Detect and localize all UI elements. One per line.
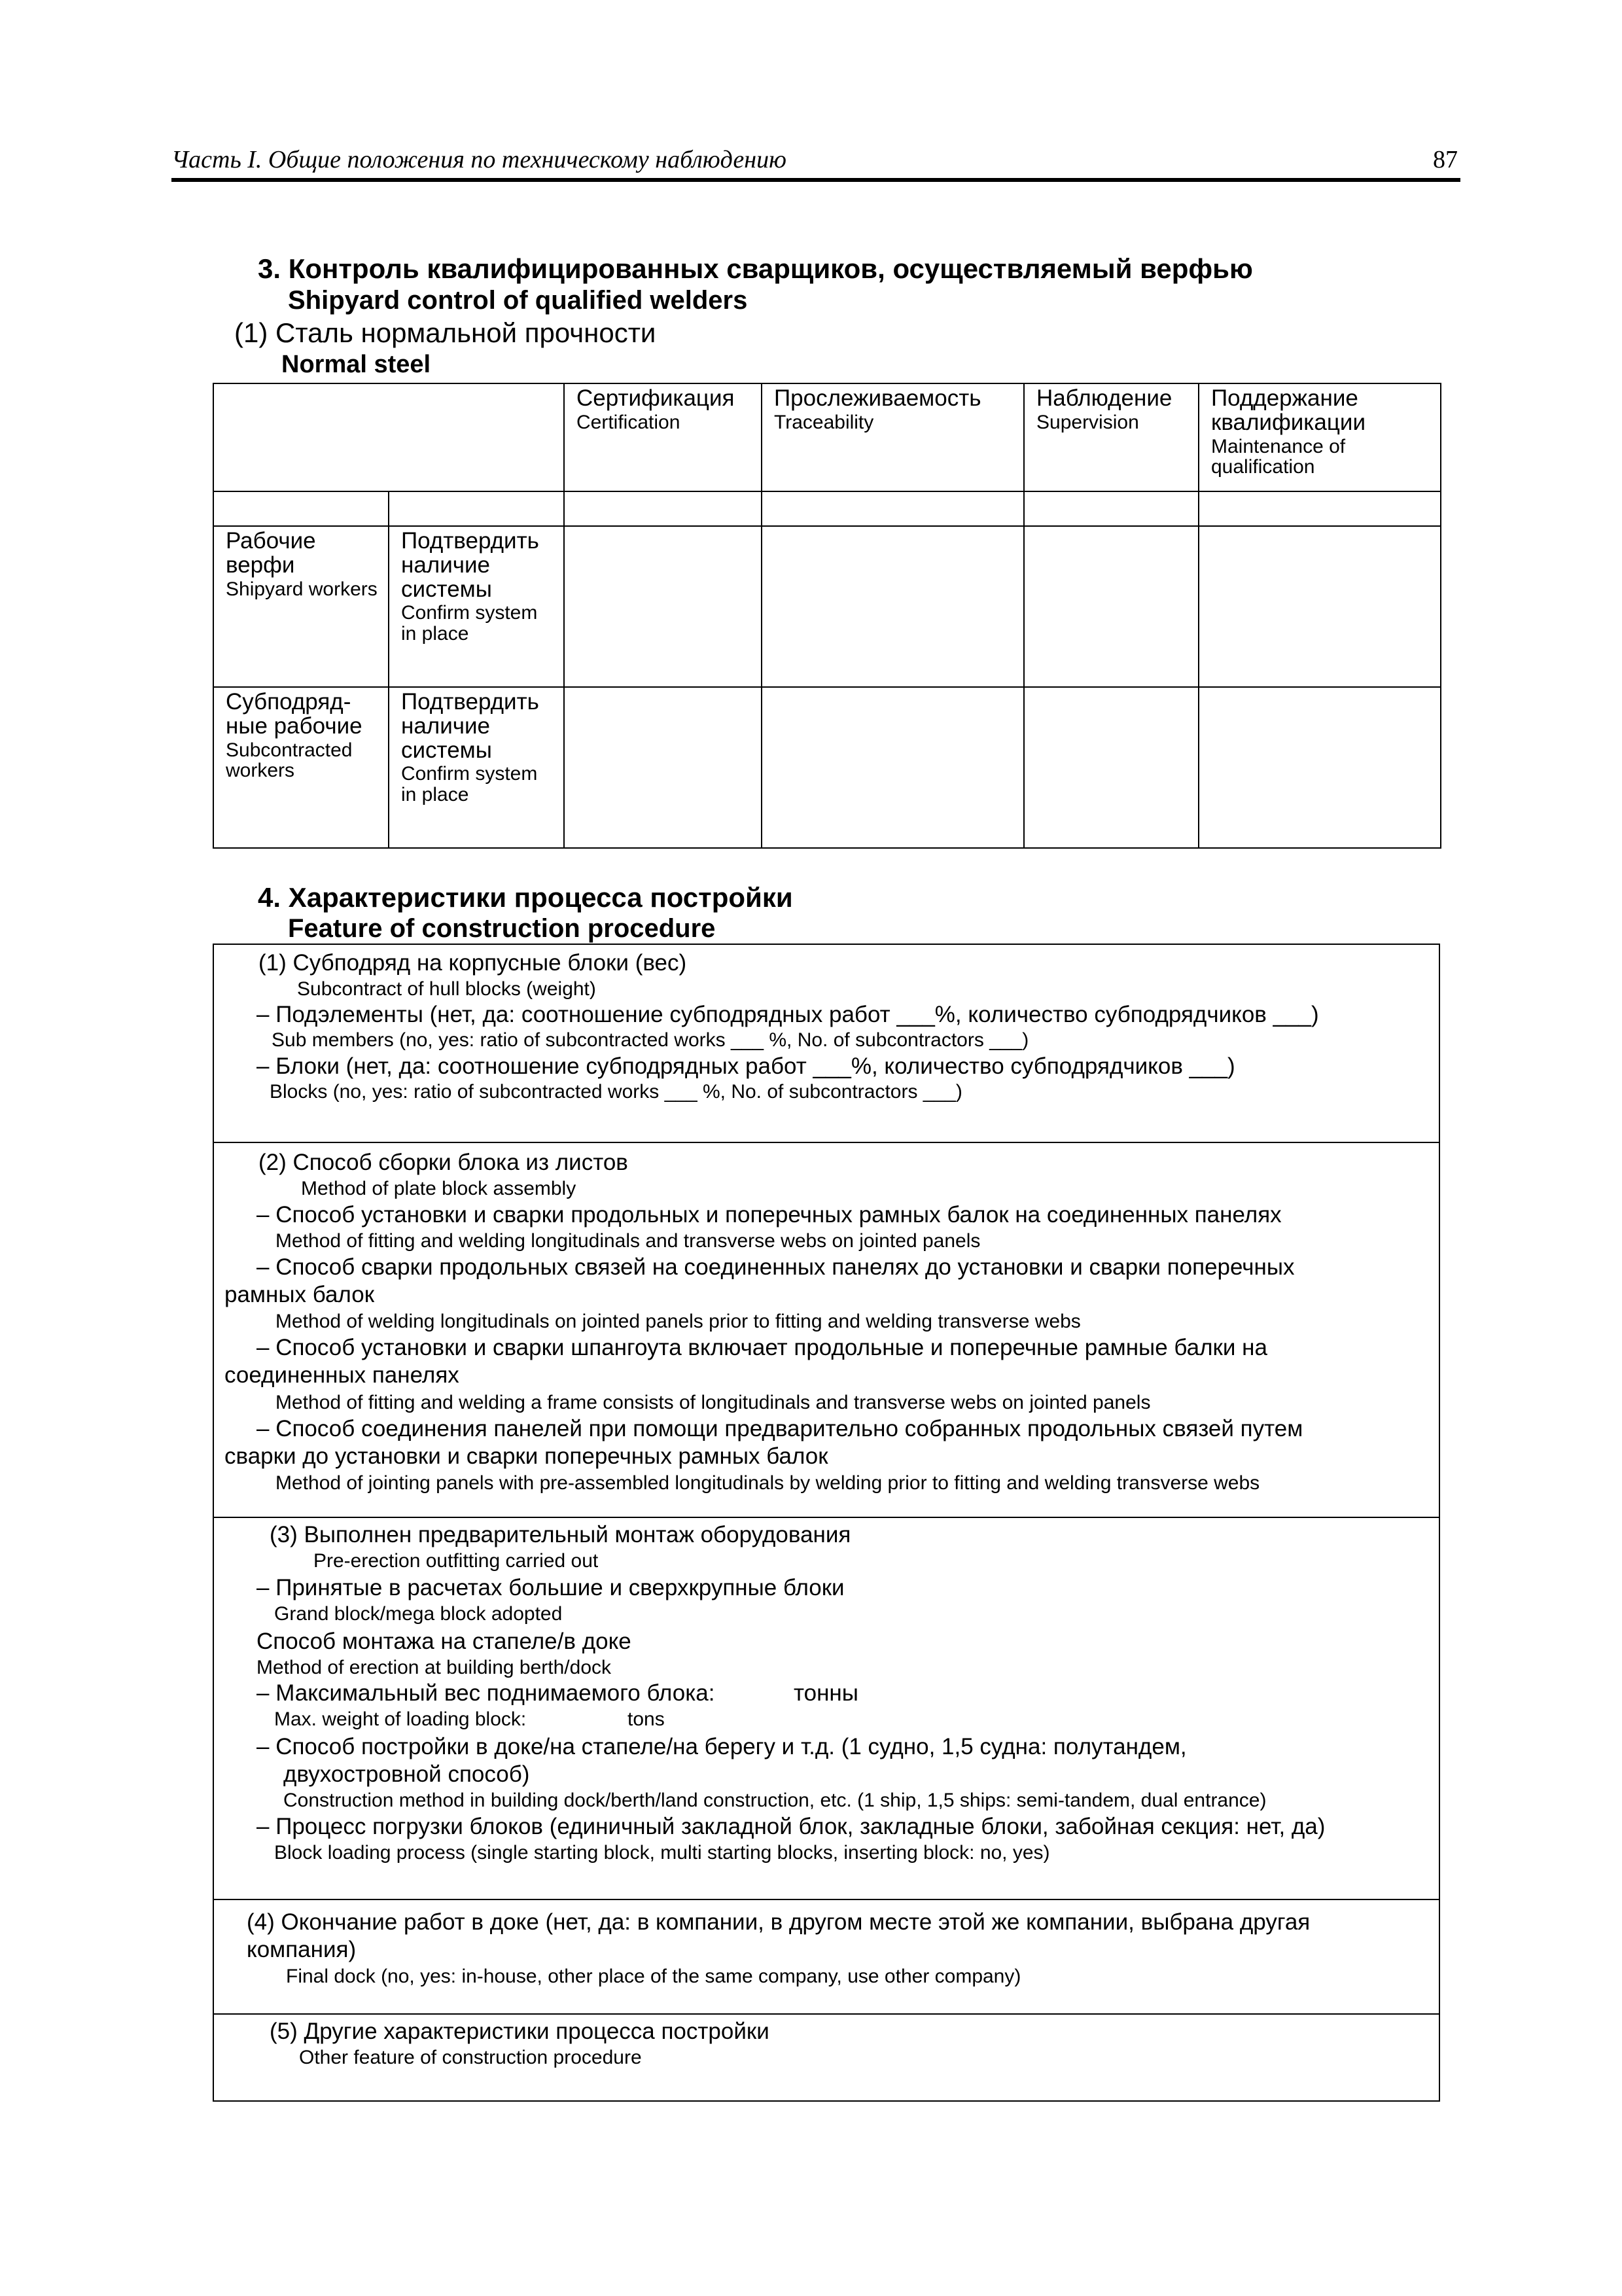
table-row (213, 526, 1441, 687)
section3-subtitle-ru: (1) Сталь нормальной прочности (234, 317, 656, 348)
s3-line: Method of erection at building berth/dock (256, 1657, 612, 1678)
group-cell: Субподряд-ные рабочие Subcontracted workers (213, 687, 389, 848)
s2-line: Method of welding longitudinals on jointed panels prior to fitting and welding transverse webs (275, 1311, 1081, 1332)
s4-line: (4) Окончание работ в доке (нет, да: в компании, в другом месте этой же компании, выбрана другая (247, 1909, 1311, 1935)
s2-line: сварки до установки и сварки поперечных рамных балок (224, 1443, 828, 1469)
s1-line: – Подэлементы (нет, да: соотношение субподрядных работ ___%, количество субподрядчиков ___) (256, 1002, 1319, 1027)
s2-line: Method of jointing panels with pre-assembled longitudinals by welding prior to fitting and welding transverse webs (275, 1472, 1260, 1494)
feature-section-5 (214, 2013, 1439, 2100)
s3-line: Construction method in building dock/berth/land construction, etc. (1 ship, 1,5 ships: semi-tandem, dual entrance) (283, 1790, 1267, 1811)
check-cell: Подтвердить наличие системы Confirm system in place (389, 526, 564, 687)
section4-title-ru: 4. Характеристики процесса постройки (258, 882, 793, 913)
feature-section-3 (214, 1517, 1439, 1899)
header-cell: Поддержание квалификации Maintenance of qualification (1199, 383, 1441, 491)
s1-line: – Блоки (нет, да: соотношение субподрядных работ ___%, количество субподрядчиков ___) (256, 1053, 1235, 1079)
s4-line: компания) (247, 1937, 357, 1962)
section3-title-ru: 3. Контроль квалифицированных сварщиков, осуществляемый верфью (258, 253, 1253, 284)
s3-line: двухостровной способ) (283, 1761, 530, 1787)
header-cell: Сертификация Certification (564, 383, 762, 491)
s2-line: – Способ соединения панелей при помощи предварительно собранных продольных связей путем (256, 1416, 1303, 1441)
s2-line: соединенных панелях (224, 1362, 459, 1388)
s2-line: Method of fitting and welding longitudinals and transverse webs on jointed panels (275, 1230, 981, 1252)
feature-section-4 (214, 1899, 1439, 2013)
s3-line-unit: tons (627, 1708, 665, 1730)
s3-line-unit: тонны (794, 1680, 858, 1706)
s1-line: Sub members (no, yes: ratio of subcontracted works ___ %, No. of subcontractors ___) (272, 1029, 1029, 1051)
s3-line: – Принятые в расчетах большие и сверхкрупные блоки (256, 1575, 845, 1600)
table-spacer-row (213, 491, 1441, 526)
s5-line: Other feature of construction procedure (299, 2047, 642, 2068)
section3-subtitle-en: Normal steel (281, 351, 431, 378)
header-rule (171, 178, 1460, 182)
s1-line: (1) Субподряд на корпусные блоки (вес) (258, 950, 687, 976)
header-empty-cell (213, 383, 564, 491)
check-cell: Подтвердить наличие системы Confirm system in place (389, 687, 564, 848)
s3-line: Block loading process (single starting block, multi starting blocks, inserting block: no, yes) (274, 1842, 1050, 1863)
s2-line: (2) Способ сборки блока из листов (258, 1150, 628, 1175)
s3-line: Max. weight of loading block: (274, 1708, 527, 1730)
s4-line: Final dock (no, yes: in-house, other place of the same company, use other company) (286, 1966, 1021, 1987)
table-header-row (213, 383, 1441, 491)
page-number: 87 (1433, 146, 1458, 173)
table-row (213, 687, 1441, 848)
s2-line: – Способ сварки продольных связей на соединенных панелях до установки и сварки поперечных (256, 1254, 1295, 1280)
s3-line: – Способ постройки в доке/на стапеле/на берегу и т.д. (1 судно, 1,5 судна: полутандем, (256, 1734, 1187, 1759)
s2-line: – Способ установки и сварки продольных и поперечных рамных балок на соединенных панелях (256, 1202, 1282, 1227)
header-cell: Наблюдение Supervision (1024, 383, 1199, 491)
group-cell: Рабочие верфи Shipyard workers (213, 526, 389, 687)
section3-title-en: Shipyard control of qualified welders (288, 286, 748, 315)
s2-line: рамных балок (224, 1282, 375, 1307)
s2-line: Method of plate block assembly (301, 1178, 576, 1199)
s3-line: Способ монтажа на стапеле/в доке (256, 1629, 631, 1654)
s3-line: – Процесс погрузки блоков (единичный закладной блок, закладные блоки, забойная секция: нет, да) (256, 1814, 1326, 1839)
s3-line: Grand block/mega block adopted (274, 1603, 563, 1625)
feature-section-1 (214, 945, 1439, 1142)
header-cell: Прослеживаемость Traceability (762, 383, 1024, 491)
welders-table (213, 383, 1441, 849)
s2-line: Method of fitting and welding a frame consists of longitudinals and transverse webs on jointed panels (275, 1392, 1151, 1413)
section4-title-en: Feature of construction procedure (288, 914, 716, 943)
construction-features-box (213, 944, 1440, 2102)
s2-line: – Способ установки и сварки шпангоута включает продольные и поперечные рамные балки на (256, 1335, 1267, 1360)
s3-line: – Максимальный вес поднимаемого блока: (256, 1680, 715, 1706)
s3-line: Pre-erection outfitting carried out (313, 1550, 599, 1572)
s5-line: (5) Другие характеристики процесса постройки (270, 2019, 769, 2044)
s1-line: Subcontract of hull blocks (weight) (297, 978, 596, 1000)
running-title: Часть I. Общие положения по техническому наблюдению (171, 146, 786, 173)
s1-line: Blocks (no, yes: ratio of subcontracted works ___ %, No. of subcontractors ___) (270, 1081, 962, 1103)
feature-section-2 (214, 1142, 1439, 1517)
s3-line: (3) Выполнен предварительный монтаж оборудования (270, 1522, 851, 1547)
